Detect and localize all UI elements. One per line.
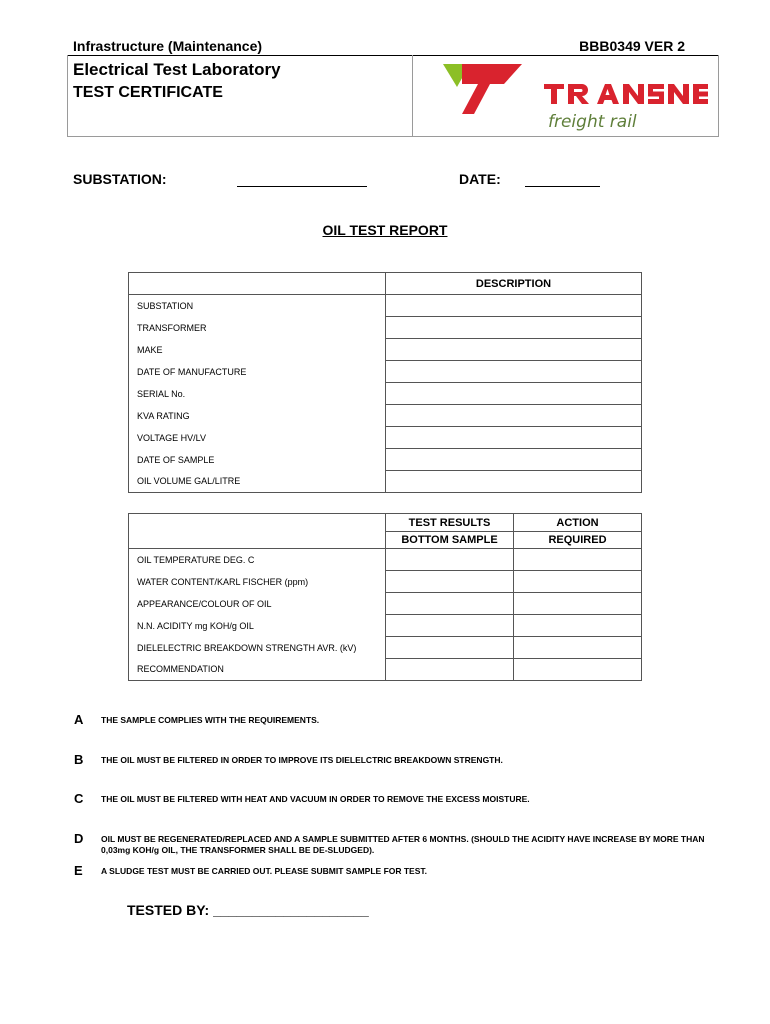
test-result-cell[interactable] — [386, 637, 514, 659]
description-row-label: VOLTAGE HV/LV — [129, 427, 386, 449]
header-department: Infrastructure (Maintenance) — [73, 38, 263, 54]
logo-subtitle: freight rail — [548, 112, 637, 132]
transnet-freight-rail-logo — [440, 62, 710, 139]
test-results-header: TEST RESULTS — [386, 514, 514, 532]
description-value-cell[interactable] — [386, 449, 642, 471]
description-row — [129, 427, 642, 449]
test-row-label: OIL TEMPERATURE DEG. C — [129, 549, 386, 571]
test-row-label: APPEARANCE/COLOUR OF OIL — [129, 593, 386, 615]
note-text: OIL MUST BE REGENERATED/REPLACED AND A SAMPLE SUBMITTED AFTER 6 MONTHS. (SHOULD THE ACIDITY HAVE INCREASE BY MORE THAN 0,03mg KOH/g OIL, THE TRANSFORMER SHALL BE DE-SLUDGED). — [101, 834, 705, 855]
bottom-sample-header: BOTTOM SAMPLE — [386, 532, 514, 549]
note-letter: A — [74, 712, 84, 727]
test-result-row — [129, 659, 642, 681]
report-title: OIL TEST REPORT — [322, 222, 448, 238]
description-row — [129, 339, 642, 361]
description-row-label: OIL VOLUME GAL/LITRE — [129, 471, 386, 493]
note-text: A SLUDGE TEST MUST BE CARRIED OUT. PLEASE SUBMIT SAMPLE FOR TEST. — [101, 866, 428, 876]
description-value-cell[interactable] — [386, 339, 642, 361]
note-letter: E — [74, 863, 83, 878]
note-text: THE OIL MUST BE FILTERED IN ORDER TO IMPROVE ITS DIELELCTRIC BREAKDOWN STRENGTH. — [101, 755, 503, 765]
description-value-cell[interactable] — [386, 361, 642, 383]
tested-by: TESTED BY: ____________________ — [127, 902, 369, 918]
note-letter: D — [74, 831, 84, 846]
note-letter: C — [74, 791, 84, 806]
description-row — [129, 405, 642, 427]
description-value-cell[interactable] — [386, 427, 642, 449]
test-row-label: WATER CONTENT/KARL FISCHER (ppm) — [129, 571, 386, 593]
test-result-cell[interactable] — [386, 571, 514, 593]
test-result-cell[interactable] — [386, 593, 514, 615]
results-header-blank — [129, 514, 386, 549]
test-result-cell[interactable] — [386, 549, 514, 571]
action-required-cell[interactable] — [514, 549, 642, 571]
required-header: REQUIRED — [514, 532, 642, 549]
certificate-title: TEST CERTIFICATE — [73, 84, 223, 101]
description-row-label: DATE OF MANUFACTURE — [129, 361, 386, 383]
description-row — [129, 317, 642, 339]
action-required-cell[interactable] — [514, 615, 642, 637]
test-result-row — [129, 571, 642, 593]
description-header-blank — [129, 273, 386, 295]
test-result-row — [129, 593, 642, 615]
action-required-cell[interactable] — [514, 593, 642, 615]
description-row-label: MAKE — [129, 339, 386, 361]
note-text: THE SAMPLE COMPLIES WITH THE REQUIREMENTS. — [101, 715, 320, 725]
description-value-cell[interactable] — [386, 317, 642, 339]
description-header: DESCRIPTION — [386, 273, 642, 295]
test-result-row — [129, 637, 642, 659]
test-result-row — [129, 615, 642, 637]
description-row-label: SUBSTATION — [129, 295, 386, 317]
note-letter: B — [74, 752, 84, 767]
document-code: BBB0349 VER 2 — [579, 38, 685, 54]
test-result-cell[interactable] — [386, 615, 514, 637]
date-field[interactable] — [525, 186, 600, 187]
description-value-cell[interactable] — [386, 383, 642, 405]
action-required-cell[interactable] — [514, 659, 642, 681]
substation-label: SUBSTATION: — [73, 171, 167, 187]
test-row-label: RECOMMENDATION — [129, 659, 386, 681]
note-text: THE OIL MUST BE FILTERED WITH HEAT AND VACUUM IN ORDER TO REMOVE THE EXCESS MOISTURE. — [101, 794, 530, 804]
action-required-cell[interactable] — [514, 571, 642, 593]
description-value-cell[interactable] — [386, 471, 642, 493]
description-row — [129, 361, 642, 383]
test-row-label: N.N. ACIDITY mg KOH/g OIL — [129, 615, 386, 637]
description-row — [129, 449, 642, 471]
date-label: DATE: — [459, 171, 501, 187]
test-row-label: DIELELECTRIC BREAKDOWN STRENGTH AVR. (kV) — [129, 637, 386, 659]
lab-title: Electrical Test Laboratory — [73, 60, 281, 79]
description-table — [128, 272, 642, 493]
description-row-label: SERIAL No. — [129, 383, 386, 405]
description-row-label: KVA RATING — [129, 405, 386, 427]
description-value-cell[interactable] — [386, 405, 642, 427]
test-result-cell[interactable] — [386, 659, 514, 681]
description-value-cell[interactable] — [386, 295, 642, 317]
test-result-row — [129, 549, 642, 571]
action-header: ACTION — [514, 514, 642, 532]
action-required-cell[interactable] — [514, 637, 642, 659]
description-row — [129, 471, 642, 493]
test-results-table — [128, 513, 642, 681]
description-row — [129, 295, 642, 317]
description-row — [129, 383, 642, 405]
substation-field[interactable] — [237, 186, 367, 187]
transnet-logo-mark — [440, 62, 710, 134]
description-row-label: DATE OF SAMPLE — [129, 449, 386, 471]
description-row-label: TRANSFORMER — [129, 317, 386, 339]
